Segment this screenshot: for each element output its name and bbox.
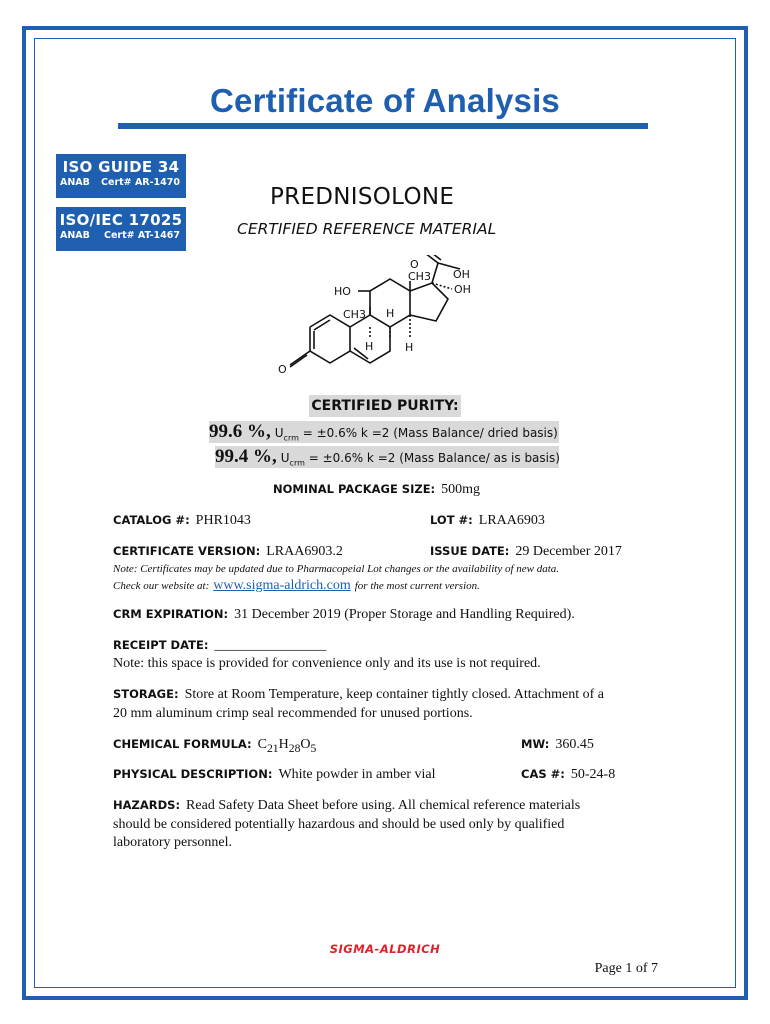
formula-c-count: 21: [266, 741, 279, 755]
issue-date-label: ISSUE DATE:: [430, 544, 510, 558]
o-top-label: O: [410, 258, 419, 271]
formula-c: C: [257, 737, 267, 752]
physical-description: [113, 767, 436, 783]
receipt-date-blank: ________________: [214, 638, 327, 653]
hazards-text-1: Read Safety Data Sheet before using. All chemical reference materials: [186, 798, 581, 813]
molecular-weight: [521, 737, 594, 753]
uncertainty-subscript: crm: [283, 433, 299, 443]
website-link[interactable]: www.sigma-aldrich.com: [213, 578, 351, 593]
certified-purity-heading: CERTIFIED PURITY:: [309, 395, 461, 417]
product-name: PREDNISOLONE: [270, 184, 455, 210]
catalog-label: CATALOG #:: [113, 513, 190, 527]
ch3-mid-label: CH3: [343, 308, 366, 321]
hazards-line-2: should be considered potentially hazardous and should be used only by qualified: [113, 817, 565, 832]
crm-expiration-value: 31 December 2019 (Proper Storage and Handling Required).: [234, 607, 575, 622]
ch3-top-label: CH3: [408, 270, 431, 283]
update-note: Note: Certificates may be updated due to Pharmacopeial Lot changes or the availability of new data.: [113, 563, 560, 575]
storage-text-1: Store at Room Temperature, keep container tightly closed. Attachment of a: [184, 687, 604, 702]
nominal-package-size: [273, 482, 480, 498]
storage-line-1: [113, 687, 604, 703]
physical-description-value: White powder in amber vial: [278, 767, 436, 782]
certificate-version: [113, 544, 343, 560]
cert-version-label: CERTIFICATE VERSION:: [113, 544, 261, 558]
issue-date-value: 29 December 2017: [515, 544, 622, 559]
physical-description-label: PHYSICAL DESCRIPTION:: [113, 767, 273, 781]
receipt-date: [113, 638, 326, 654]
product-type: CERTIFIED REFERENCE MATERIAL: [237, 220, 497, 238]
hazards-label: HAZARDS:: [113, 798, 181, 812]
purity-value: 99.4 %,: [215, 446, 277, 467]
h-label-2: H: [365, 340, 374, 353]
cas-value: 50-24-8: [570, 767, 616, 782]
cas-number: [521, 767, 615, 783]
uncertainty-symbol: U: [280, 451, 290, 465]
lot-number: [430, 513, 545, 529]
issue-date: [430, 544, 622, 560]
catalog-number: [113, 513, 251, 529]
crm-expiration: [113, 607, 575, 623]
storage-label: STORAGE:: [113, 687, 179, 701]
badge-title: ISO/IEC 17025: [59, 211, 183, 229]
title-underline: [118, 123, 648, 129]
badge-title: ISO GUIDE 34: [62, 158, 180, 176]
o-left-label: O: [278, 363, 287, 376]
receipt-date-label: RECEIPT DATE:: [113, 638, 209, 652]
purity-detail: = ±0.6% k =2 (Mass Balance/ dried basis): [298, 426, 558, 440]
sigma-aldrich-logo: SIGMA-ALDRICH: [329, 942, 441, 956]
hazards-line-3: laboratory personnel.: [113, 835, 232, 850]
oh-label-1: OH: [453, 268, 470, 281]
lot-label: LOT #:: [430, 513, 473, 527]
chemical-formula-label: CHEMICAL FORMULA:: [113, 737, 252, 751]
document-title: Certificate of Analysis: [210, 82, 560, 119]
nominal-package-value: 500mg: [441, 482, 481, 497]
mw-value: 360.45: [555, 737, 594, 752]
page-number: Page 1 of 7: [594, 961, 658, 976]
cas-label: CAS #:: [521, 767, 565, 781]
receipt-note: Note: this space is provided for convenience only and its use is not required.: [113, 656, 541, 671]
chemical-structure-diagram: [270, 255, 510, 385]
formula-o: O: [300, 737, 311, 752]
badge-cert: Cert# AR-1470: [101, 177, 180, 188]
uncertainty-subscript: crm: [289, 458, 305, 468]
crm-expiration-label: CRM EXPIRATION:: [113, 607, 229, 621]
formula-h-count: 28: [288, 741, 301, 755]
nominal-package-label: NOMINAL PACKAGE SIZE:: [273, 482, 436, 496]
hazards-line-1: [113, 798, 580, 814]
purity-value: 99.6 %,: [209, 421, 271, 442]
cert-version-value: LRAA6903.2: [266, 544, 343, 559]
badge-org: ANAB: [60, 177, 90, 188]
mw-label: MW:: [521, 737, 550, 751]
lot-value: LRAA6903: [478, 513, 545, 528]
website-note-pre: Check our website at:: [113, 580, 210, 592]
oh-label-2: OH: [454, 283, 471, 296]
formula-o-count: 5: [310, 741, 317, 755]
iso-17025-badge: [56, 207, 186, 251]
storage-line-2: 20 mm aluminum crimp seal recommended for unused portions.: [113, 706, 473, 721]
badge-org: ANAB: [60, 230, 90, 241]
h-label-3: H: [405, 341, 414, 354]
chemical-formula: [113, 737, 316, 755]
badge-cert: Cert# AT-1467: [104, 230, 180, 241]
formula-h: H: [278, 737, 289, 752]
uncertainty-symbol: U: [274, 426, 284, 440]
h-label-1: H: [386, 307, 395, 320]
ho-label: HO: [334, 285, 351, 298]
purity-detail: = ±0.6% k =2 (Mass Balance/ as is basis): [304, 451, 560, 465]
catalog-value: PHR1043: [195, 513, 251, 528]
purity-row-as-is: [215, 446, 559, 468]
purity-row-dried: [209, 421, 559, 443]
iso-guide-34-badge: [56, 154, 186, 198]
website-note-post: for the most current version.: [354, 580, 480, 592]
website-note: [113, 578, 480, 594]
